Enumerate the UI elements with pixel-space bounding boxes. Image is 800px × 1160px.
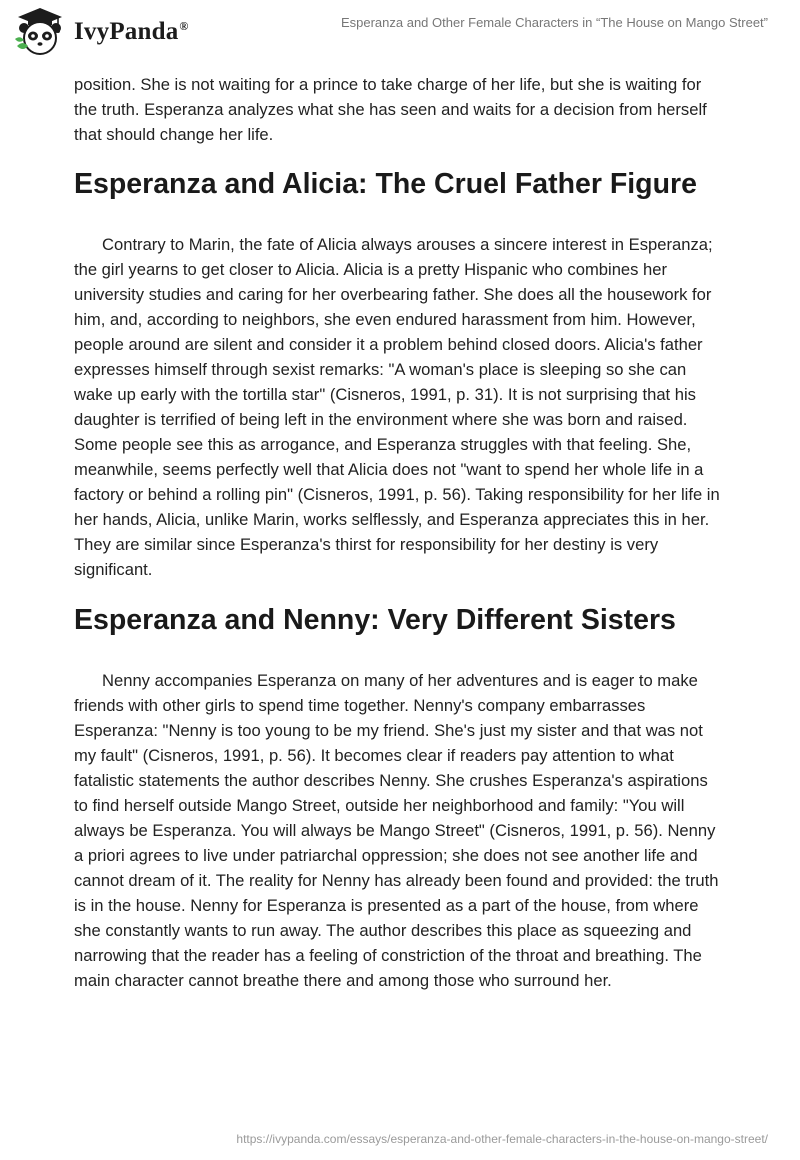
ivypanda-logo[interactable] (14, 6, 189, 58)
intro-paragraph: position. She is not waiting for a prince to take charge of her life, but she is waiting for the truth. Esperanza analyzes what she has seen and waits for a decision from herself that should change her life. (74, 75, 707, 144)
section-heading-nenny: Esperanza and Nenny: Very Different Sisters (74, 604, 676, 636)
source-url[interactable]: https://ivypanda.com/essays/esperanza-and-other-female-characters-in-the-house-on-mango-street/ (236, 1132, 768, 1146)
paragraph-alicia: Contrary to Marin, the fate of Alicia always arouses a sincere interest in Esperanza; the girl yearns to get closer to Alicia. Alicia is a pretty Hispanic who combines her university studies and caring for her overbearing father. She does all the housework for him, and, according to neighbors, she even endured harassment from him. However, people around are silent and consider it a problem behind closed doors. Alicia's father expresses himself through sexist remarks: "A woman's place is sleeping so she can wake up early with the tortilla star" (Cisneros, 1991, p. 31). It is not surprising that his daughter is terrified of being left in the environment where she was born and raised. Some people see this as arrogance, and Esperanza struggles with that feeling. She, meanwhile, seems perfectly well that Alicia does not "want to spend her whole life in a factory or behind a rolling pin" (Cisneros, 1991, p. 56). Taking responsibility for her life in her hands, Alicia, unlike Marin, works selflessly, and Esperanza appreciates this in her. They are similar since Esperanza's thirst for responsibility for her destiny is very significant. (74, 235, 720, 579)
paragraph-nenny: Nenny accompanies Esperanza on many of her adventures and is eager to make friends with other girls to spend time together. Nenny's company embarrasses Esperanza: "Nenny is too young to be my friend. She's just my sister and that was not my fault" (Cisneros, 1991, p. 56). It becomes clear if readers pay attention to what fatalistic statements the author describes Nenny. She crushes Esperanza's aspirations to find herself outside Mango Street, outside her neighborhood and family: "You will always be Esperanza. You will always be Mango Street" (Cisneros, 1991, p. 56). Nenny a priori agrees to live under patriarchal oppression; she does not see another life and cannot dream of it. The reality for Nenny has already been found and provided: the truth is in the house. Nenny for Esperanza is presented as a part of the house, from where she constantly wants to run away. The author describes this place as squeezing and narrowing that the reader has a feeling of constriction of the throat and breathing. The main character cannot breathe there and among those who surround her. (74, 671, 719, 990)
panda-graduation-cap-icon (14, 6, 66, 58)
brand-name: IvyPanda® (74, 18, 189, 45)
section-heading-alicia: Esperanza and Alicia: The Cruel Father Figure (74, 168, 697, 200)
page-header (0, 0, 800, 62)
article-body (74, 72, 726, 993)
document-title: Esperanza and Other Female Characters in “The House on Mango Street” (340, 15, 768, 30)
